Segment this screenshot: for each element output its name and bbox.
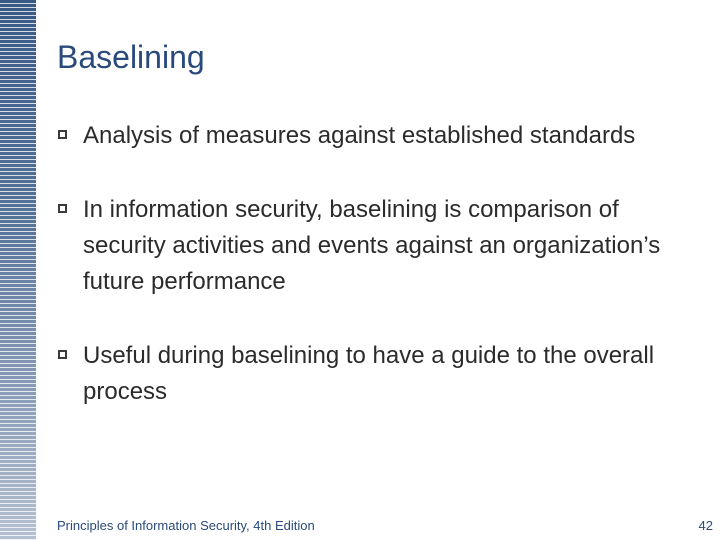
square-bullet-icon xyxy=(58,350,67,359)
bullet-item xyxy=(58,118,698,154)
bullet-text: Useful during baselining to have a guide to the overall process xyxy=(83,342,655,405)
square-bullet-icon xyxy=(58,130,67,139)
bullet-text: Analysis of measures against established standards xyxy=(83,122,636,149)
bullet-item xyxy=(58,338,698,410)
footer-source: Principles of Information Security, 4th Edition xyxy=(57,518,315,533)
bullet-list xyxy=(58,118,698,448)
page-number: 42 xyxy=(698,518,713,533)
square-bullet-icon xyxy=(58,204,67,213)
slide-title: Baselining xyxy=(57,39,205,75)
bullet-text: In information security, baselining is comparison of security activities and events against an organization’s future performance xyxy=(83,196,661,295)
decorative-bar-fade xyxy=(0,0,36,540)
bullet-item xyxy=(58,192,698,300)
